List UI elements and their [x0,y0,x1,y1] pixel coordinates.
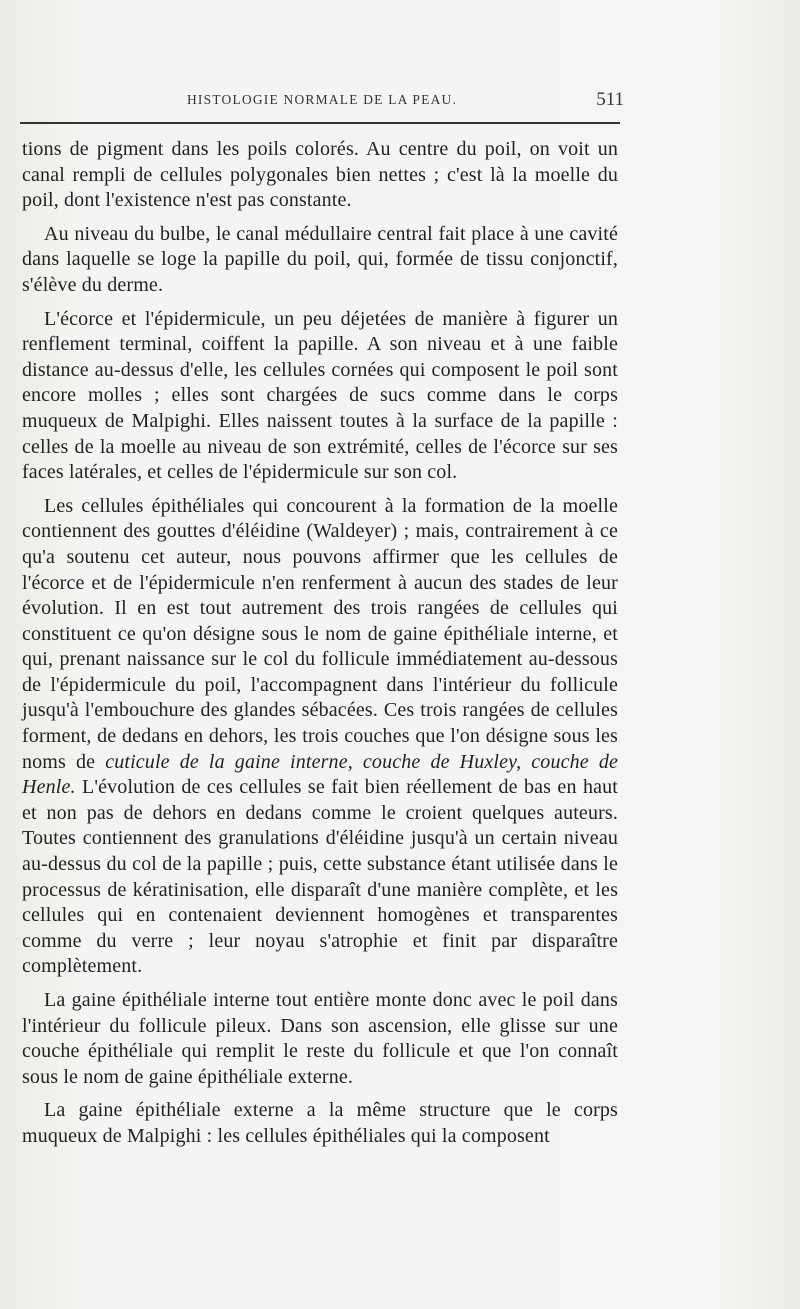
paragraph-4 [22,494,618,980]
body-text [22,137,618,1158]
paragraph-3: L'écorce et l'épidermicule, un peu déjetées de manière à figurer un renflement terminal, coiffent la papille. A son niveau et à une faible distance au-dessus d'elle, les cellules cornées qui composent le poil sont encore molles ; elles sont chargées de sucs comme dans le corps muqueux de Malpighi. Elles naissent toutes à la surface de la papille : celles de la moelle au niveau de son extrémité, celles de l'écorce sur ses faces latérales, et celles de l'épidermicule sur son col. [22,307,618,484]
header-rule [20,122,620,124]
running-head [20,89,624,112]
paragraph-2: Au niveau du bulbe, le canal médullaire central fait place à une cavité dans laquelle se loge la papille du poil, qui, formée de tissu conjonctif, s'élève du derme. [22,222,618,296]
paragraph-5: La gaine épithéliale interne tout entière monte donc avec le poil dans l'intérieur du follicule pileux. Dans son ascension, elle glisse sur une couche épithéliale qui remplit le reste du follicule et que l'on connaît sous le nom de gaine épithéliale externe. [22,989,618,1088]
paragraph-4-part-a: Les cellules épithéliales qui concourent à la formation de la moelle contiennent des gouttes d'éléidine (Waldeyer) ; mais, contrairement à ce qu'a soutenu cet auteur, nous pouvons affirmer que les cellules de l'écorce et de l'épidermicule n'en renferment à aucun des stades de leur évolution. Il en est tout autrement des trois rangées de cellules qui constituent ce qu'on désigne sous le nom de gaine épithéliale interne, et qui, prenant naissance sur le col du follicule immédiatement au-dessous de l'épidermicule du poil, l'accompagnent dans l'intérieur du follicule jusqu'à l'embouchure des glandes sébacées. Ces trois rangées de cellules forment, de dedans en dehors, les trois couches que l'on désigne sous les noms de [22,494,618,773]
paragraph-6: La gaine épithéliale externe a la même structure que le corps muqueux de Malpighi : les cellules épithéliales qui la composent [22,1099,618,1147]
page-number: 511 [596,89,624,110]
running-title: HISTOLOGIE NORMALE DE LA PEAU. [186,92,458,107]
paragraph-4-italic-terms: cuticule de la gaine interne, couche de Huxley, couche de Henle. [22,750,618,799]
paragraph-4-part-b: L'évolution de ces cellules se fait bien réellement de bas en haut et non pas de dehors en dedans comme le croient quelques auteurs. Toutes contiennent des granulations d'éléidine jusqu'à un certain niveau au-dessus du col de la papille ; puis, cette substance étant utilisée dans le processus de kératinisation, elle disparaît d'une manière complète, et les cellules qui en contenaient deviennent homogènes et transparentes comme du verre ; leur noyau s'atrophie et finit par disparaître complètement. [22,776,618,978]
paragraph-1: tions de pigment dans les poils colorés. Au centre du poil, on voit un canal rempli de cellules polygonales bien nettes ; c'est là la moelle du poil, dont l'existence n'est pas constante. [22,138,618,212]
